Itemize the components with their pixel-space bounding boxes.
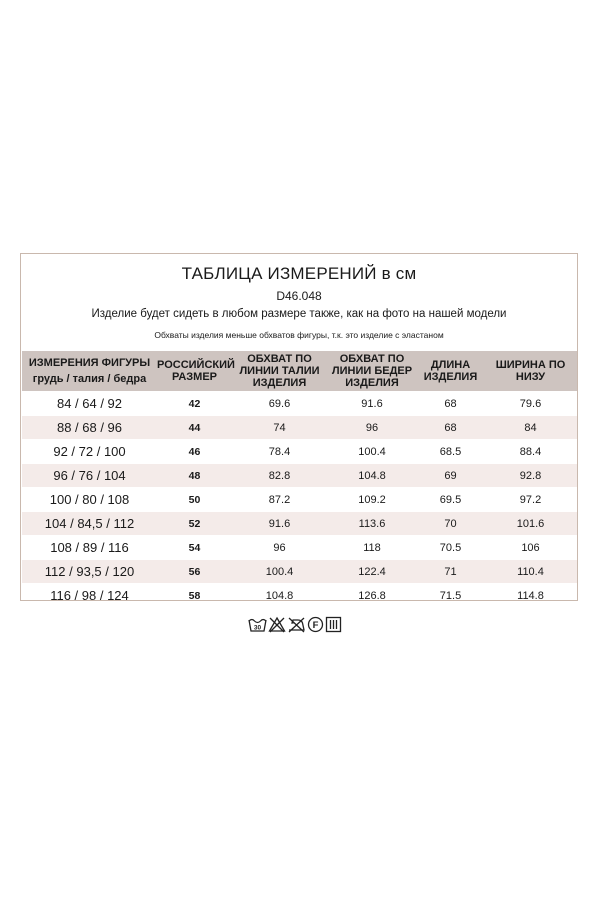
cell-hip-girth: 109.2 bbox=[327, 488, 417, 512]
header-waist-girth: ОБХВАТ ПО ЛИНИИ ТАЛИИ ИЗДЕЛИЯ bbox=[232, 351, 327, 392]
cell-length: 69.5 bbox=[417, 488, 484, 512]
cell-hip-girth: 122.4 bbox=[327, 560, 417, 584]
cell-hip-girth: 118 bbox=[327, 536, 417, 560]
size-chart-card bbox=[20, 253, 578, 601]
cell-waist-girth: 74 bbox=[232, 416, 327, 440]
table-row bbox=[22, 536, 577, 560]
cell-waist-girth: 87.2 bbox=[232, 488, 327, 512]
cell-waist-girth: 78.4 bbox=[232, 440, 327, 464]
cell-waist-girth: 69.6 bbox=[232, 392, 327, 416]
no-bleach-icon bbox=[268, 616, 286, 633]
table-row bbox=[22, 464, 577, 488]
cell-length: 71 bbox=[417, 560, 484, 584]
cell-hip-girth: 104.8 bbox=[327, 464, 417, 488]
wash-30-icon bbox=[248, 616, 267, 633]
cell-hem-width: 110.4 bbox=[484, 560, 577, 584]
cell-waist-girth: 82.8 bbox=[232, 464, 327, 488]
table-row bbox=[22, 512, 577, 536]
cell-figure: 104 / 84,5 / 112 bbox=[22, 512, 157, 536]
cell-hip-girth: 100.4 bbox=[327, 440, 417, 464]
cell-hem-width: 101.6 bbox=[484, 512, 577, 536]
cell-hip-girth: 126.8 bbox=[327, 584, 417, 608]
cell-figure: 100 / 80 / 108 bbox=[22, 488, 157, 512]
cell-figure: 84 / 64 / 92 bbox=[22, 392, 157, 416]
cell-length: 70.5 bbox=[417, 536, 484, 560]
cell-russian-size: 50 bbox=[157, 488, 232, 512]
cell-figure: 96 / 76 / 104 bbox=[22, 464, 157, 488]
header-figure bbox=[22, 351, 157, 392]
cell-length: 68 bbox=[417, 416, 484, 440]
cell-figure: 116 / 98 / 124 bbox=[22, 584, 157, 608]
care-symbols bbox=[248, 615, 342, 633]
table-row bbox=[22, 584, 577, 608]
cell-hem-width: 92.8 bbox=[484, 464, 577, 488]
article-code: D46.048 bbox=[276, 289, 322, 303]
table-row bbox=[22, 488, 577, 512]
header-figure-line1: ИЗМЕРЕНИЯ ФИГУРЫ bbox=[28, 357, 151, 369]
dry-clean-f-label: F bbox=[312, 619, 319, 631]
cell-hip-girth: 96 bbox=[327, 416, 417, 440]
table-row bbox=[22, 392, 577, 416]
chart-title: ТАБЛИЦА ИЗМЕРЕНИЙ в см bbox=[181, 264, 417, 283]
table-row bbox=[22, 416, 577, 440]
size-table bbox=[22, 351, 577, 607]
header-russian-size-line2: РАЗМЕР bbox=[171, 371, 218, 383]
cell-russian-size: 42 bbox=[157, 392, 232, 416]
wash-30-label: 30 bbox=[253, 624, 262, 631]
cell-russian-size: 56 bbox=[157, 560, 232, 584]
cell-figure: 88 / 68 / 96 bbox=[22, 416, 157, 440]
line-dry-icon bbox=[325, 616, 342, 633]
cell-hem-width: 84 bbox=[484, 416, 577, 440]
cell-figure: 92 / 72 / 100 bbox=[22, 440, 157, 464]
cell-figure: 108 / 89 / 116 bbox=[22, 536, 157, 560]
cell-russian-size: 44 bbox=[157, 416, 232, 440]
cell-hem-width: 88.4 bbox=[484, 440, 577, 464]
cell-waist-girth: 104.8 bbox=[232, 584, 327, 608]
table-row bbox=[22, 440, 577, 464]
dry-clean-f-icon bbox=[307, 616, 324, 633]
iron-low-crossed-icon bbox=[287, 616, 306, 633]
cell-hip-girth: 91.6 bbox=[327, 392, 417, 416]
table-header-row bbox=[22, 351, 577, 392]
header-hem-width: ШИРИНА ПО НИЗУ bbox=[484, 351, 577, 392]
cell-hem-width: 114.8 bbox=[484, 584, 577, 608]
cell-russian-size: 46 bbox=[157, 440, 232, 464]
cell-russian-size: 54 bbox=[157, 536, 232, 560]
header-figure-line2: грудь / талия / бедра bbox=[32, 373, 147, 385]
fit-note: Изделие будет сидеть в любом размере также, как на фото на нашей модели bbox=[91, 308, 507, 320]
header-russian-size-line1: РОССИЙСКИЙ bbox=[157, 359, 235, 371]
cell-russian-size: 52 bbox=[157, 512, 232, 536]
cell-waist-girth: 96 bbox=[232, 536, 327, 560]
cell-length: 68.5 bbox=[417, 440, 484, 464]
cell-length: 69 bbox=[417, 464, 484, 488]
header-hip-girth: ОБХВАТ ПО ЛИНИИ БЕДЕР ИЗДЕЛИЯ bbox=[327, 351, 417, 392]
cell-length: 71.5 bbox=[417, 584, 484, 608]
header-russian-size bbox=[157, 351, 235, 392]
header-length: ДЛИНА ИЗДЕЛИЯ bbox=[417, 351, 484, 392]
cell-length: 68 bbox=[417, 392, 484, 416]
elastane-note: Обхваты изделия меньше обхватов фигуры, т.к. это изделие с эластаном bbox=[154, 330, 444, 340]
cell-hem-width: 106 bbox=[484, 536, 577, 560]
cell-waist-girth: 100.4 bbox=[232, 560, 327, 584]
cell-hip-girth: 113.6 bbox=[327, 512, 417, 536]
cell-russian-size: 48 bbox=[157, 464, 232, 488]
cell-waist-girth: 91.6 bbox=[232, 512, 327, 536]
cell-length: 70 bbox=[417, 512, 484, 536]
cell-hem-width: 97.2 bbox=[484, 488, 577, 512]
cell-russian-size: 58 bbox=[157, 584, 232, 608]
cell-hem-width: 79.6 bbox=[484, 392, 577, 416]
cell-figure: 112 / 93,5 / 120 bbox=[22, 560, 157, 584]
table-row bbox=[22, 560, 577, 584]
